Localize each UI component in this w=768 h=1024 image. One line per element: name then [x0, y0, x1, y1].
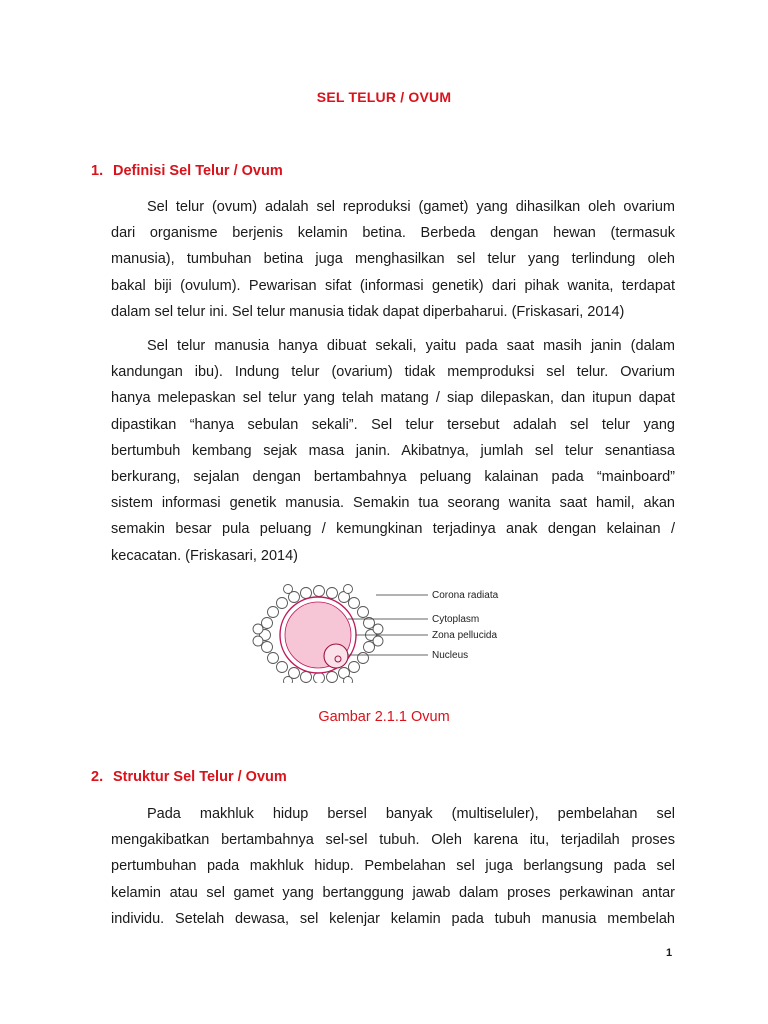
section-number: 1.	[91, 163, 104, 179]
document-title: SEL TELUR / OVUM	[316, 89, 452, 105]
page-number: 1	[666, 947, 673, 959]
paragraph-structure-1	[111, 801, 675, 932]
text-line: kandungan ibu). Indung telur (ovarium) tidak memproduksi sel telur. Ovarium	[111, 364, 675, 381]
nucleus	[324, 644, 348, 668]
text-line: dipastikan “hanya sebulan sekali”. Sel telur tersebut adalah sel telur yang	[111, 416, 675, 433]
text-line: bertumbuh kembang sejak masa janin. Akibatnya, jumlah sel telur senantiasa	[111, 442, 675, 459]
section-heading-1	[91, 163, 283, 179]
text-line: individu. Setelah dewasa, sel kelenjar kelamin pada tubuh manusia membelah	[111, 910, 675, 927]
section-title: Definisi Sel Telur / Ovum	[113, 163, 283, 179]
label-cytoplasm: Cytoplasm	[432, 614, 480, 625]
ovum-diagram	[236, 583, 536, 683]
text-line: pertumbuhan pada makhluk hidup. Pembelahan sel juga berlangsung pada sel	[111, 858, 675, 875]
text-line: Sel telur (ovum) adalah sel reproduksi (gamet) yang dihasilkan oleh ovarium	[147, 199, 675, 215]
diagram-labels	[432, 590, 499, 661]
label-corona-radiata: Corona radiata	[432, 590, 499, 601]
text-line: Sel telur manusia hanya dibuat sekali, yaitu pada saat masih janin (dalam	[147, 338, 675, 354]
text-line: berkurang, sejalan dengan bertambahnya peluang kalainan pada “mainboard”	[111, 468, 675, 485]
label-nucleus: Nucleus	[432, 650, 469, 661]
text-line: dari organisme berjenis kelamin betina. Berbeda dengan hewan (termasuk	[111, 225, 675, 242]
label-leader-lines	[348, 595, 428, 655]
text-line: manusia), tumbuhan betina juga menghasilkan sel telur yang terlindung oleh	[111, 251, 675, 268]
section-title: Struktur Sel Telur / Ovum	[113, 769, 287, 785]
text-line: sistem informasi genetik manusia. Semakin tua seorang wanita saat hamil, akan	[111, 495, 675, 512]
section-number: 2.	[91, 769, 104, 785]
label-zona-pellucida: Zona pellucida	[432, 630, 498, 641]
text-line: dalam sel telur ini. Sel telur manusia tidak dapat diperbaharui. (Friskasari, 2014)	[111, 303, 625, 320]
figure-caption: Gambar 2.1.1 Ovum	[318, 709, 450, 725]
text-line: bakal biji (ovulum). Pewarisan sifat (informasi genetik) dari pihak wanita, terdapat	[111, 277, 675, 294]
text-line: mengakibatkan bertambahnya sel-sel tubuh. Oleh karena itu, terjadilah proses	[111, 832, 675, 849]
section-heading-2	[91, 769, 287, 785]
text-line: hanya melepaskan sel telur yang telah matang / siap dilepaskan, dan itupun dapat	[111, 390, 675, 407]
text-line: semakin besar pula peluang / kemungkinan terjadinya anak dengan kelainan /	[111, 521, 675, 538]
text-line: kelamin atau sel gamet yang bertanggung jawab dalam proses perkawinan antar	[111, 884, 675, 901]
text-line: Pada makhluk hidup bersel banyak (multiseluler), pembelahan sel	[147, 806, 675, 822]
text-line: kecacatan. (Friskasari, 2014)	[111, 547, 298, 564]
paragraph-definition-1	[111, 194, 675, 325]
paragraph-definition-2	[111, 333, 675, 569]
